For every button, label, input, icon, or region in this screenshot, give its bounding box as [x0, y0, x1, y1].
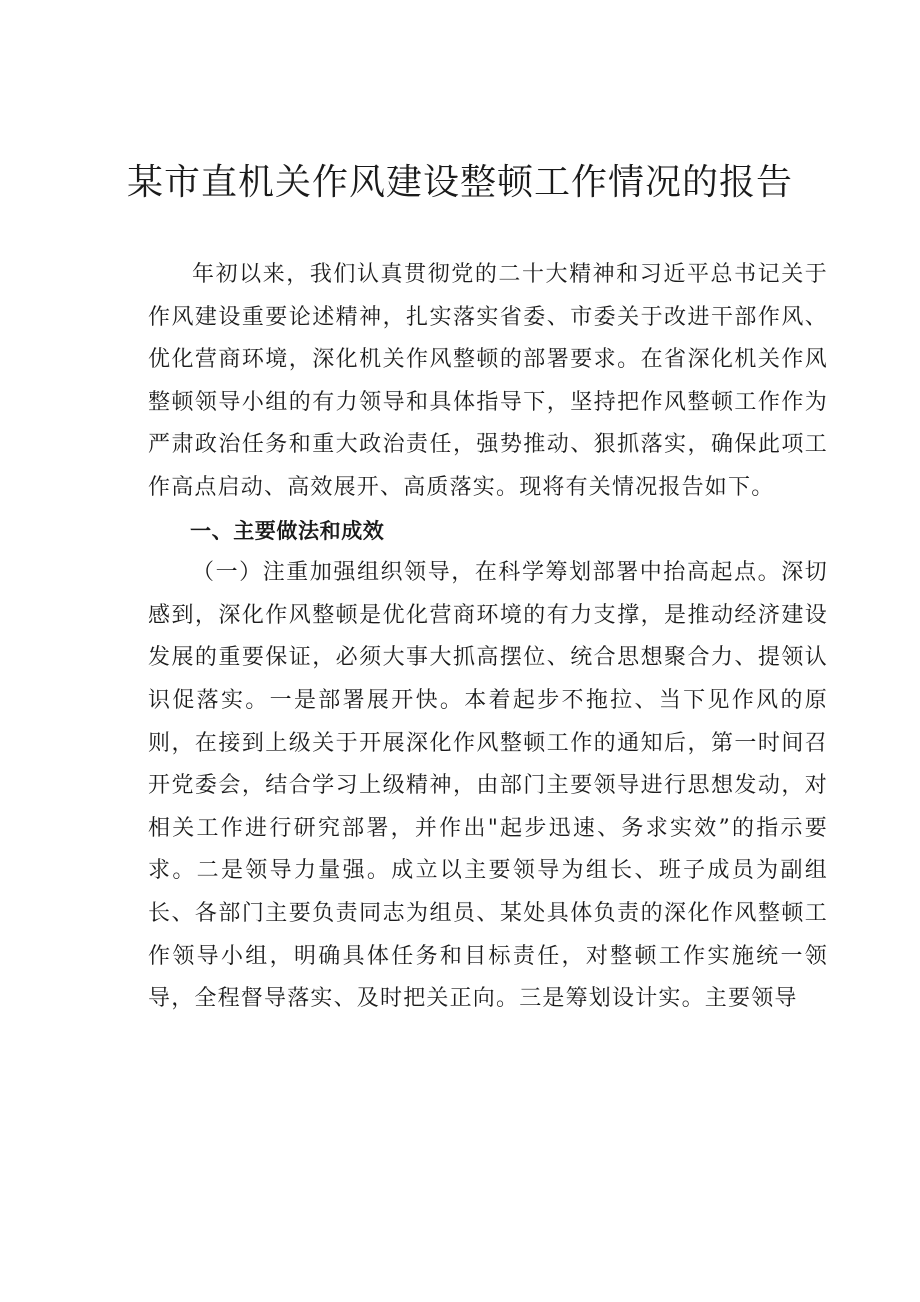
- intro-paragraph: 年初以来，我们认真贯彻党的二十大精神和习近平总书记关于作风建设重要论述精神，扎实落实省委、市委关于改进干部作风、优化营商环境，深化机关作风整顿的部署要求。在省深化机关作风整顿领导小组的有力领导和具体指导下，坚持把作风整顿工作作为严肃政治任务和重大政治责任，强势推动、狠抓落实，确保此项工作高点启动、高效展开、高质落实。现将有关情况报告如下。: [148, 262, 828, 500]
- document-title: 某市直机关作风建设整顿工作情况的报告: [126, 162, 793, 203]
- section-heading: 一、主要做法和成效: [190, 518, 385, 543]
- section-paragraph: （一）注重加强组织领导，在科学筹划部署中抬高起点。深切感到，深化作风整顿是优化营商环境的有力支撑，是推动经济建设发展的重要保证，必须大事大抓高摆位、统合思想聚合力、提领认识促落实。一是部署展开快。本着起步不拖拉、当下见作风的原则，在接到上级关于开展深化作风整顿工作的通知后，第一时间召开党委会，结合学习上级精神，由部门主要领导进行思想发动，对相关工作进行研究部署，并作出"起步迅速、务求实效”的指示要求。二是领导力量强。成立以主要领导为组长、班子成员为副组长、各部门主要负责同志为组员、某处具体负责的深化作风整顿工作领导小组，明确具体任务和目标责任，对整顿工作实施统一领导，全程督导落实、及时把关正向。三是筹划设计实。主要领导: [148, 560, 828, 1012]
- document-body: [148, 254, 828, 1021]
